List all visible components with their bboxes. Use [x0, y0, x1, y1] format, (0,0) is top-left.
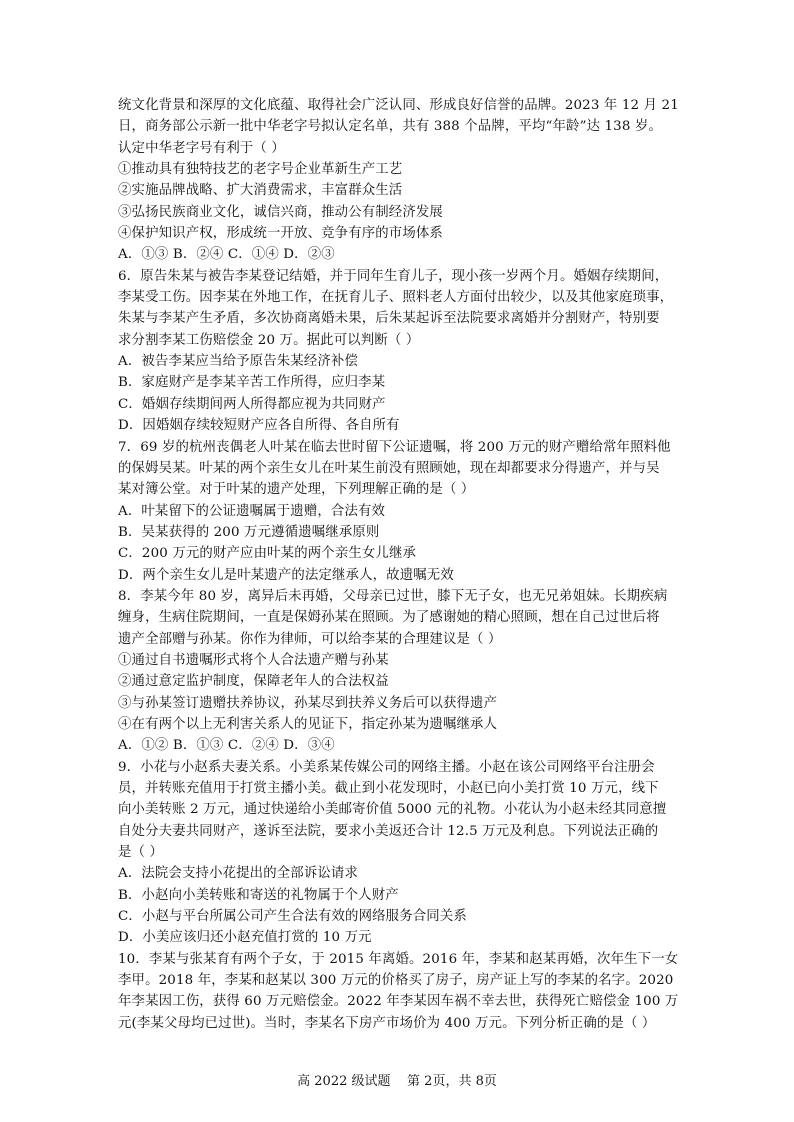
text-line: C．200 万元的财产应由叶某的两个亲生女儿继承 [118, 546, 417, 562]
text-line: ②通过意定监护制度，保障老年人的合法权益 [118, 674, 389, 690]
text-line: ④在有两个以上无利害关系人的见证下，指定孙某为遗嘱继承人 [118, 716, 498, 732]
text-line: 员，并转账充值用于打赏主播小美。截止到小花发现时，小赵已向小美打赏 10 万元，线下 [118, 781, 659, 796]
text-line: 朱某与李某产生矛盾，多次协商离婚未果，后朱某起诉至法院要求离婚并分割财产，特别要 [118, 311, 660, 327]
text-line: 李某受工伤。因李某在外地工作，在抚育儿子、照料老人方面付出较少，以及其他家庭琐事， [118, 290, 674, 306]
text-line: 日，商务部公示新一批中华老字号拟认定名单，共有 388 个品牌，平均“年龄”达 138 岁。 [118, 119, 663, 135]
text-line: 年李某因工伤，获得 60 万元赔偿金。2022 年李某因车祸不幸去世，获得死亡赔偿金 100 万 [118, 994, 679, 1010]
text-line: 认定中华老字号有利于（ ） [118, 140, 285, 156]
text-line: 是（ ） [118, 845, 164, 861]
text-line: 向小美转账 2 万元，通过快递给小美邮寄价值 5000 元的礼物。小花认为小赵未经其同意擅 [118, 802, 667, 818]
text-line: 求分割李某工伤赔偿金 20 万。据此可以判断（ ） [118, 332, 420, 348]
text-line: A．被告李某应当给予原告朱某经济补偿 [118, 354, 359, 370]
text-line: D．小美应该归还小赵充值打赏的 10 万元 [118, 930, 372, 946]
text-line: 9．小花与小赵系夫妻关系。小美系某传媒公司的网络主播。小赵在该公司网络平台注册会 [118, 759, 655, 775]
text-line: 某对簿公堂。对于叶某的遗产处理，下列理解正确的是（ ） [118, 482, 475, 498]
text-line: 缠身，生病住院期间，一直是保姆孙某在照顾。为了感谢她的精心照顾，想在自己过世后将 [118, 610, 660, 626]
text-line: B．吴某获得的 200 万元遵循遗嘱继承原则 [118, 524, 380, 540]
text-line: ④保护知识产权，形成统一开放、竞争有序的市场体系 [118, 226, 443, 242]
text-line: A．①③ B．②④ C．①④ D．②③ [118, 247, 335, 263]
text-line: 元(李某父母均已过世)。当时，李某名下房产市场价为 400 万元。下列分析正确的是（ ） [118, 1015, 656, 1031]
text-line: 遗产全部赠与孙某。你作为律师，可以给李某的合理建议是（ ） [118, 631, 502, 647]
text-line: ②实施品牌战略、扩大消费需求，丰富群众生活 [118, 183, 403, 199]
page-footer: 高 2022 级试题 第 2页，共 8页 [297, 1074, 497, 1089]
text-line: 10．李某与张某育有两个子女，于 2015 年离婚。2016 年，李某和赵某再婚，次年生下一女 [118, 951, 679, 967]
text-line: ③弘扬民族商业文化，诚信兴商，推动公有制经济发展 [118, 204, 443, 220]
text-line: C．小赵与平台所属公司产生合法有效的网络服务合同关系 [118, 909, 467, 925]
text-line: C．婚姻存续期间两人所得都应视为共同财产 [118, 396, 386, 412]
text-line: A．法院会支持小花提出的全部诉讼请求 [118, 866, 359, 882]
text-line: A．叶某留下的公证遗嘱属于遗赠，合法有效 [118, 503, 386, 519]
text-line: D．两个亲生女儿是叶某遗产的法定继承人，故遗嘱无效 [118, 567, 454, 583]
text-line: ①推动具有独特技艺的老字号企业革新生产工艺 [118, 162, 403, 178]
text-line: 自处分夫妻共同财产，遂诉至法院，要求小美返还合计 12.5 万元及利息。下列说法正确的 [118, 823, 659, 839]
text-line: B．小赵向小美转账和寄送的礼物属于个人财产 [118, 887, 399, 903]
text-line: D．因婚姻存续较短财产应各自所得、各自所有 [118, 418, 400, 434]
text-line: 8．李某今年 80 岁，离异后未再婚，父母亲已过世，膝下无子女，也无兄弟姐妹。长期疾病 [118, 588, 668, 604]
question-text-body [118, 95, 680, 1034]
text-line: ①通过自书遗嘱形式将个人合法遗产赠与孙某 [118, 652, 389, 668]
text-line: 7．69 岁的杭州丧偶老人叶某在临去世时留下公证遗嘱，将 200 万元的财产赠给常年照料他 [118, 439, 671, 455]
text-line: 的保姆吴某。叶某的两个亲生女儿在叶某生前没有照顾她，现在却都要求分得遗产，并与吴 [118, 460, 660, 476]
text-line: 统文化背景和深厚的文化底蕴、取得社会广泛认同、形成良好信誉的品牌。2023 年 12 月 21 [118, 98, 679, 113]
text-line: 李甲。2018 年，李某和赵某以 300 万元的价格买了房子，房产证上写的李某的名字。2020 [118, 973, 674, 989]
text-line: B．家庭财产是李某辛苦工作所得，应归李某 [118, 375, 386, 391]
text-line: ③与孙某签订遗赠扶养协议，孙某尽到扶养义务后可以获得遗产 [118, 695, 498, 711]
text-line: 6．原告朱某与被告李某登记结婚，并于同年生育儿子，现小孩一岁两个月。婚姻存续期间， [118, 268, 669, 284]
text-line: A．①② B．①③ C．②④ D．③④ [118, 738, 335, 754]
